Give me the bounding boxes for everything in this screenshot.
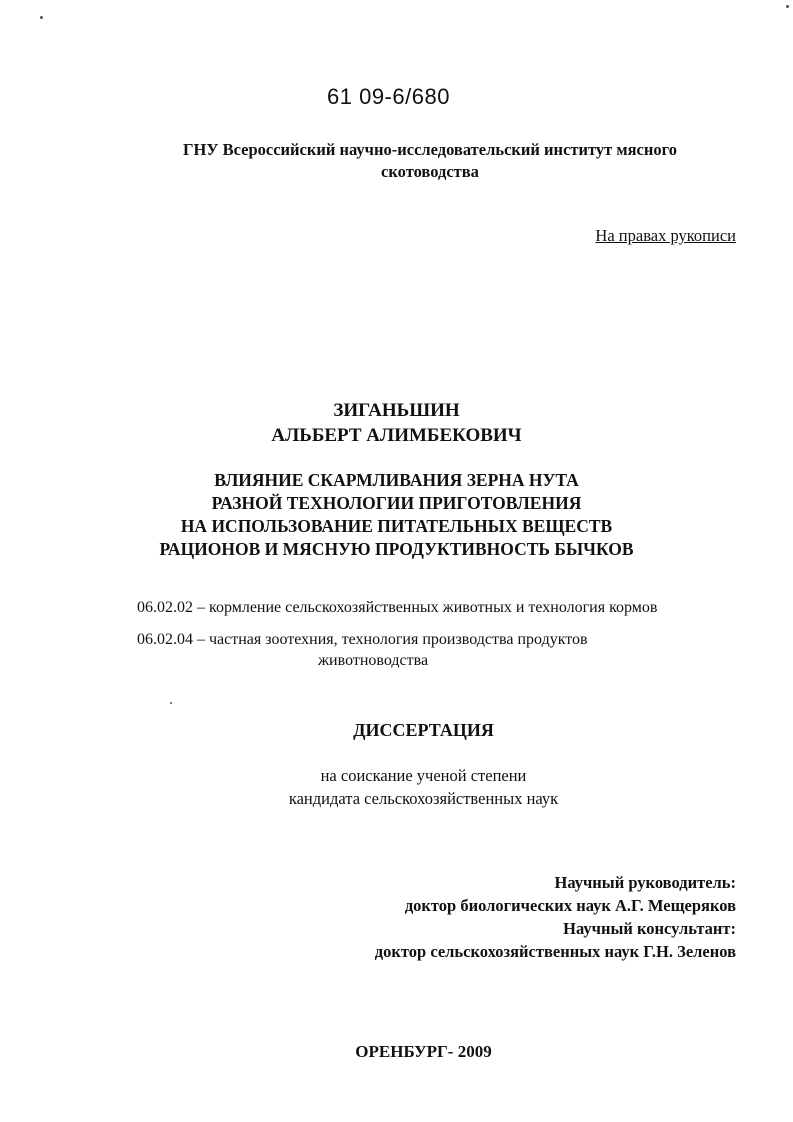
- scan-speck: [40, 16, 43, 19]
- supervisor-name: доктор биологических наук А.Г. Мещеряков: [404, 896, 736, 915]
- scan-speck: [170, 702, 172, 704]
- advisors-block: [375, 871, 736, 963]
- consultant-label: Научный консультант:: [563, 919, 736, 938]
- organization-line-2: скотоводства: [381, 162, 479, 181]
- organization-name: [100, 139, 760, 183]
- archive-code: 61 09-6/680: [327, 84, 450, 109]
- specialty-text: частная зоотехния, технология производства продуктов: [209, 631, 588, 648]
- supervisor-label: Научный руководитель:: [554, 873, 736, 892]
- specialty-text: кормление сельскохозяйственных животных и технология кормов: [209, 599, 658, 616]
- author-surname: ЗИГАНЬШИН: [333, 400, 460, 421]
- consultant-name: доктор сельскохозяйственных наук Г.Н. Зеленов: [374, 942, 736, 961]
- document-type: ДИССЕРТАЦИЯ: [353, 720, 494, 740]
- specialty-code: 06.02.02: [137, 599, 193, 616]
- title-line: РАЗНОЙ ТЕХНОЛОГИИ ПРИГОТОВЛЕНИЯ: [211, 493, 582, 513]
- title-line: НА ИСПОЛЬЗОВАНИЕ ПИТАТЕЛЬНЫХ ВЕЩЕСТВ: [180, 516, 613, 536]
- degree-line-1: на соискание ученой степени: [320, 766, 527, 785]
- organization-line-1: ГНУ Всероссийский научно-исследовательский институт мясного: [183, 140, 677, 159]
- degree-statement: [0, 764, 793, 810]
- specialty-2-continuation: животноводства: [318, 652, 429, 669]
- degree-line-2: кандидата сельскохозяйственных наук: [288, 789, 559, 808]
- author-name: [0, 398, 793, 448]
- manuscript-rights-note: На правах рукописи: [595, 226, 736, 245]
- scan-speck: [786, 5, 789, 8]
- dissertation-title: [0, 469, 793, 561]
- specialty-2: 06.02.04 – частная зоотехния, технология производства продуктов: [137, 631, 588, 648]
- author-given-names: АЛЬБЕРТ АЛИМБЕКОВИЧ: [271, 425, 522, 446]
- specialty-code: 06.02.04: [137, 631, 193, 648]
- specialty-1: 06.02.02 – кормление сельскохозяйственных животных и технология кормов: [137, 599, 658, 616]
- title-line: РАЦИОНОВ И МЯСНУЮ ПРОДУКТИВНОСТЬ БЫЧКОВ: [159, 539, 634, 559]
- title-line: ВЛИЯНИЕ СКАРМЛИВАНИЯ ЗЕРНА НУТА: [214, 470, 579, 490]
- city-year: ОРЕНБУРГ- 2009: [355, 1042, 492, 1061]
